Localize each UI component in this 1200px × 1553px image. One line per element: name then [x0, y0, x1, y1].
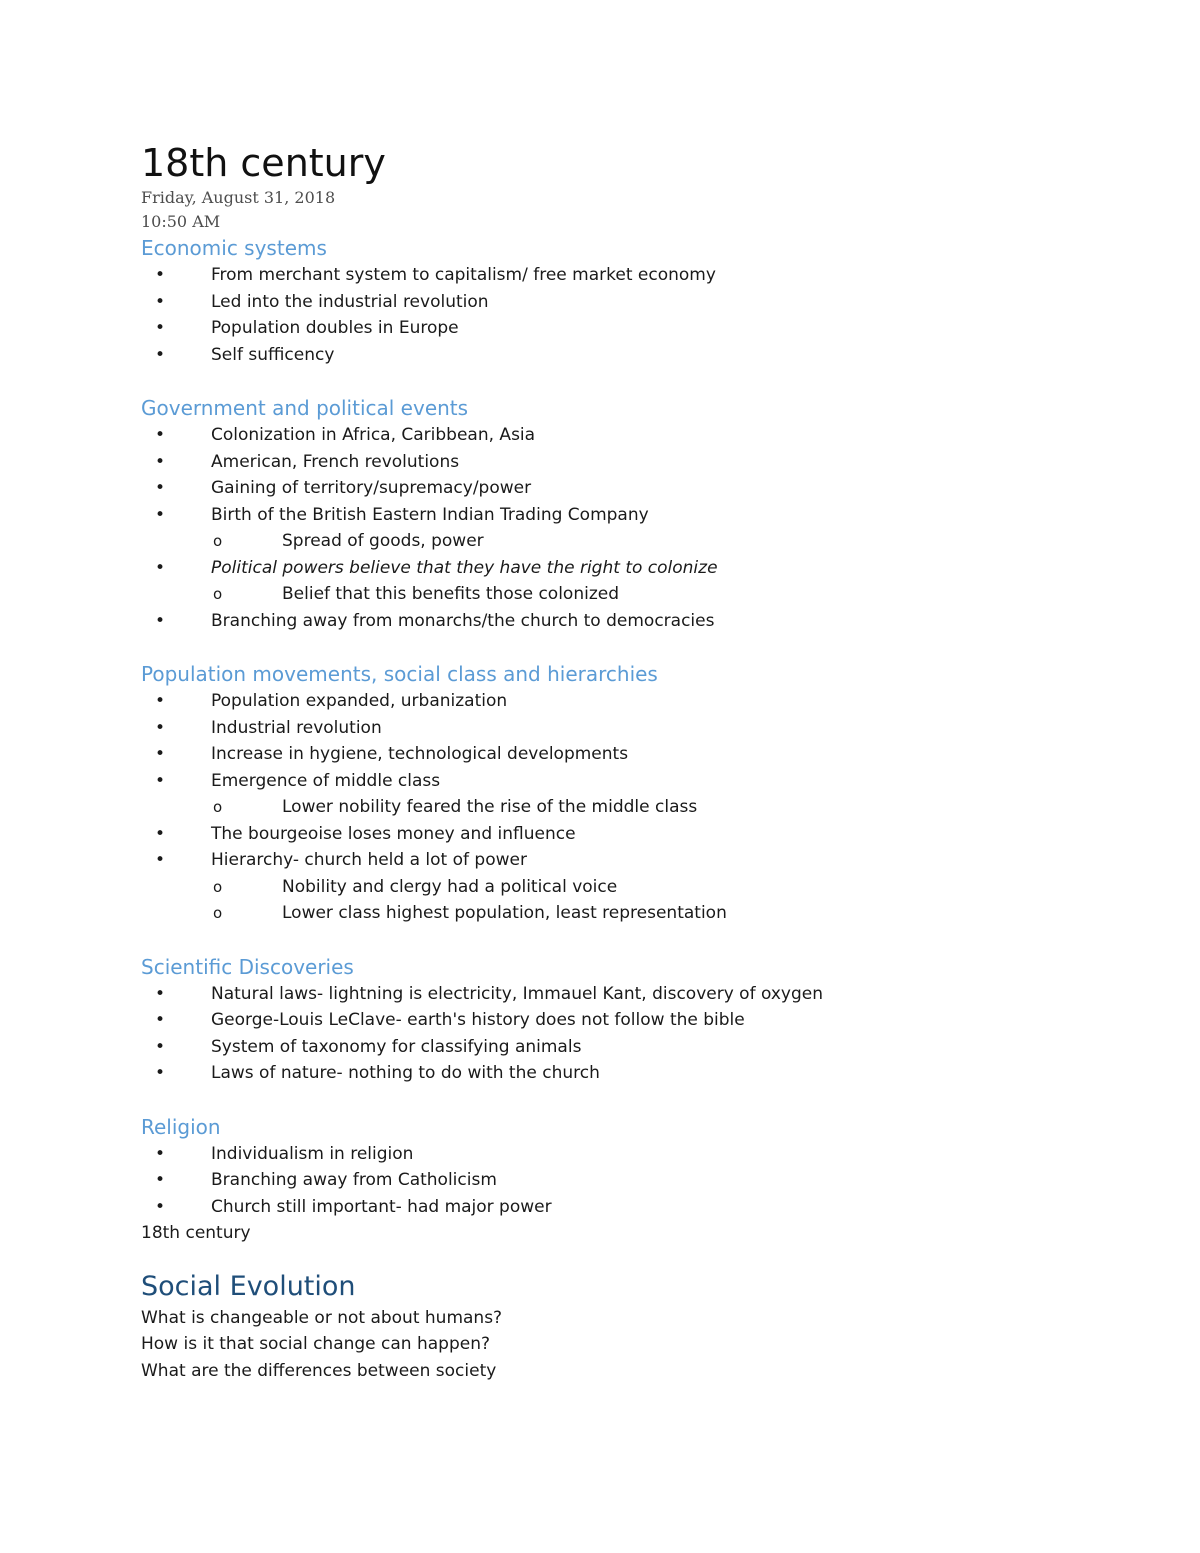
- list-item-text: Gaining of territory/supremacy/power: [211, 478, 532, 498]
- list-item-text: Colonization in Africa, Caribbean, Asia: [211, 425, 536, 445]
- list-item: [141, 1194, 1121, 1221]
- list-item: [141, 1034, 1121, 1061]
- page-title: 18th century: [141, 141, 386, 185]
- dot-bullet-icon: •: [155, 291, 166, 312]
- sub-list-item: [141, 900, 1121, 927]
- list-item: [141, 475, 1121, 502]
- social-evolution-heading: Social Evolution: [141, 1270, 356, 1302]
- list-item-text: Branching away from monarchs/the church to democracies: [211, 610, 715, 631]
- list-item: [141, 741, 1121, 768]
- dot-bullet-icon: •: [155, 451, 166, 472]
- dot-bullet-icon: •: [155, 744, 166, 764]
- list-item: [141, 449, 1121, 476]
- note-time: 10:50 AM: [141, 212, 221, 231]
- list-item: [141, 608, 1121, 635]
- list-item-text: System of taxonomy for classifying animals: [211, 1036, 582, 1057]
- list-item-text: Birth of the British Eastern Indian Trading Company: [211, 504, 649, 525]
- note-date: Friday, August 31, 2018: [141, 188, 336, 207]
- dot-bullet-icon: •: [155, 1170, 166, 1190]
- sub-list-item: [141, 874, 1121, 901]
- list-item-text: Spread of goods, power: [282, 531, 484, 551]
- list-item-text: Political powers believe that they have the right to colonize: [211, 557, 718, 578]
- list-item-text: American, French revolutions: [211, 451, 460, 472]
- list-item-text: Individualism in religion: [211, 1143, 414, 1164]
- social-evolution-questions: [141, 1305, 1121, 1385]
- list-item: [141, 422, 1121, 449]
- list-item: [141, 847, 1121, 874]
- dot-bullet-icon: •: [155, 983, 166, 1004]
- list-item: [141, 262, 1121, 289]
- dot-bullet-icon: •: [155, 557, 166, 578]
- dot-bullet-icon: •: [155, 1036, 166, 1057]
- list-item-text: Lower nobility feared the rise of the middle class: [282, 797, 698, 817]
- bullet-list: [141, 262, 1121, 368]
- dot-bullet-icon: •: [155, 610, 166, 631]
- question-line: What is changeable or not about humans?: [141, 1307, 503, 1328]
- dot-bullet-icon: •: [155, 318, 166, 338]
- list-item-text: The bourgeoise loses money and influence: [211, 823, 576, 844]
- list-item-text: Church still important- had major power: [211, 1196, 552, 1217]
- dot-bullet-icon: •: [155, 478, 166, 498]
- dot-bullet-icon: •: [155, 1143, 166, 1164]
- list-item: [141, 1060, 1121, 1087]
- dot-bullet-icon: •: [155, 344, 166, 365]
- circle-bullet-icon: o: [213, 532, 223, 550]
- list-item-text: Hierarchy- church held a lot of power: [211, 850, 527, 870]
- list-item: [141, 715, 1121, 742]
- list-item: [141, 289, 1121, 316]
- list-item-text: Industrial revolution: [211, 717, 382, 738]
- sub-list-item: [141, 528, 1121, 555]
- dot-bullet-icon: •: [155, 265, 166, 285]
- dot-bullet-icon: •: [155, 425, 166, 445]
- sub-list-item: [141, 794, 1121, 821]
- question-line: How is it that social change can happen?: [141, 1334, 491, 1354]
- question-line: What are the differences between society: [141, 1360, 497, 1381]
- list-item: [141, 1167, 1121, 1194]
- note-page: [141, 140, 1121, 1384]
- circle-bullet-icon: o: [213, 904, 223, 922]
- circle-bullet-icon: o: [213, 877, 223, 896]
- list-item: [141, 315, 1121, 342]
- bullet-list: [141, 688, 1121, 927]
- list-item-text: Led into the industrial revolution: [211, 291, 489, 312]
- footer-label: 18th century: [141, 1223, 251, 1243]
- section-heading: Scientific Discoveries: [141, 954, 354, 979]
- list-item-text: From merchant system to capitalism/ free market economy: [211, 265, 716, 285]
- list-item: [141, 821, 1121, 848]
- dot-bullet-icon: •: [155, 850, 166, 870]
- dot-bullet-icon: •: [155, 770, 166, 791]
- bullet-list: [141, 981, 1121, 1087]
- list-item-text: Self sufficency: [211, 344, 335, 365]
- list-item: [141, 342, 1121, 369]
- list-item-text: Branching away from Catholicism: [211, 1170, 497, 1190]
- sub-list-item: [141, 581, 1121, 608]
- dot-bullet-icon: •: [155, 1196, 166, 1217]
- list-item: [141, 1007, 1121, 1034]
- dot-bullet-icon: •: [155, 1063, 166, 1083]
- section-heading: Economic systems: [141, 236, 327, 260]
- dot-bullet-icon: •: [155, 691, 166, 711]
- list-item: [141, 981, 1121, 1008]
- list-item: [141, 555, 1121, 582]
- bullet-list: [141, 422, 1121, 634]
- list-item-text: Population doubles in Europe: [211, 318, 459, 338]
- note-sections: [141, 234, 1121, 1220]
- list-item: [141, 768, 1121, 795]
- list-item-text: Emergence of middle class: [211, 770, 441, 791]
- section-heading: Government and political events: [141, 396, 469, 420]
- list-item-text: Increase in hygiene, technological developments: [211, 744, 629, 764]
- list-item-text: George-Louis LeClave- earth's history does not follow the bible: [211, 1010, 745, 1030]
- section-heading: Religion: [141, 1114, 221, 1139]
- section-heading: Population movements, social class and hierarchies: [141, 662, 658, 686]
- list-item-text: Nobility and clergy had a political voice: [282, 876, 618, 897]
- dot-bullet-icon: •: [155, 504, 166, 525]
- circle-bullet-icon: o: [213, 798, 223, 816]
- bullet-list: [141, 1141, 1121, 1221]
- dot-bullet-icon: •: [155, 1010, 166, 1030]
- dot-bullet-icon: •: [155, 823, 166, 844]
- list-item-text: Lower class highest population, least representation: [282, 903, 727, 923]
- list-item-text: Belief that this benefits those colonized: [282, 584, 619, 604]
- list-item: [141, 1141, 1121, 1168]
- list-item-text: Natural laws- lightning is electricity, Immauel Kant, discovery of oxygen: [211, 983, 823, 1004]
- list-item: [141, 688, 1121, 715]
- list-item-text: Population expanded, urbanization: [211, 691, 508, 711]
- circle-bullet-icon: o: [213, 585, 223, 603]
- list-item-text: Laws of nature- nothing to do with the church: [211, 1063, 600, 1083]
- list-item: [141, 502, 1121, 529]
- dot-bullet-icon: •: [155, 717, 166, 738]
